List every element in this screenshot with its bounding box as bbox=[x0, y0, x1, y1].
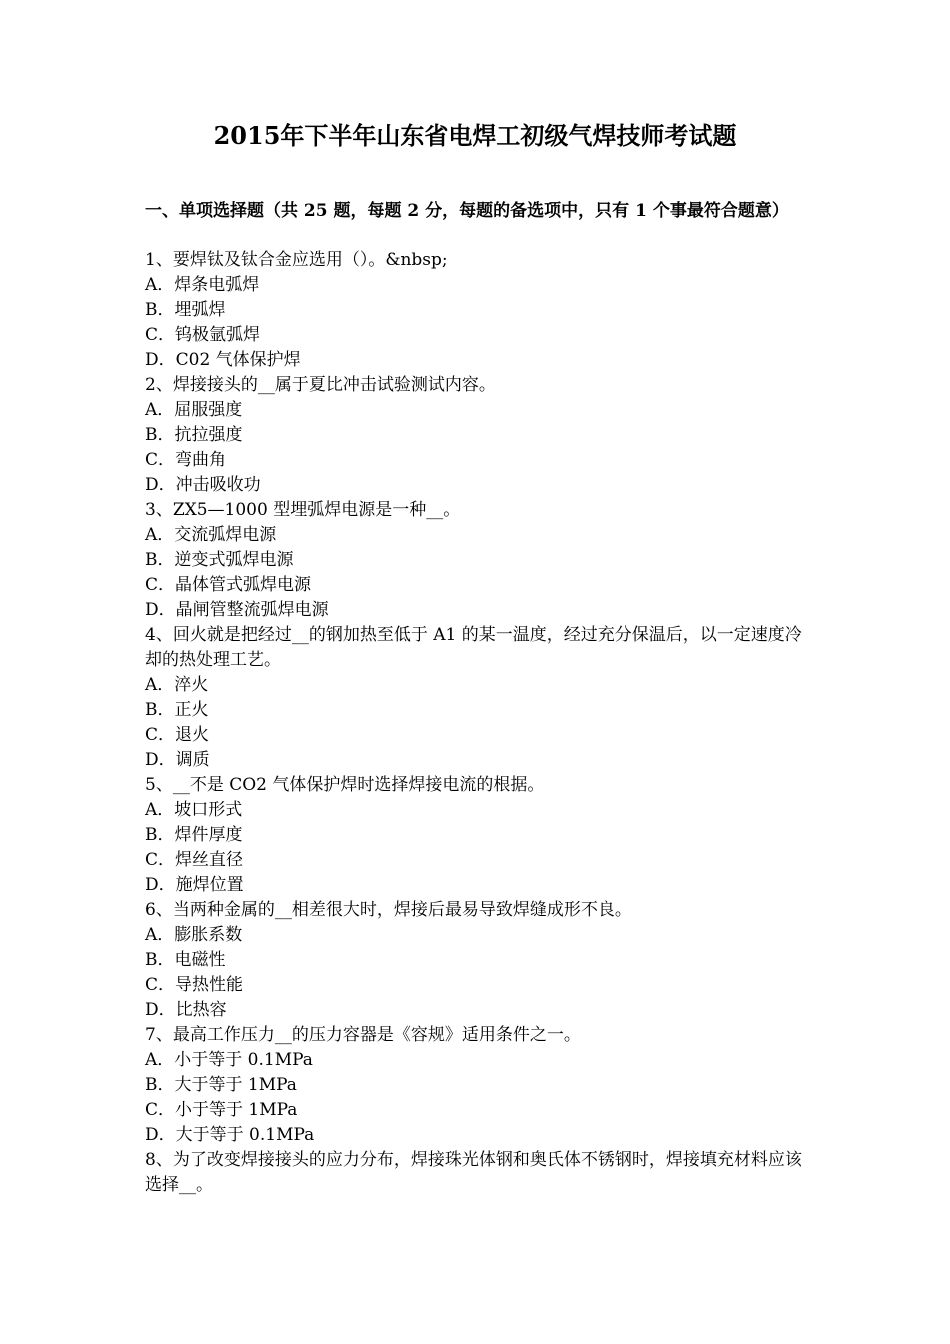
option-4d: D．调质 bbox=[145, 750, 210, 770]
option-5d: D．施焊位置 bbox=[145, 875, 244, 895]
option-2d: D．冲击吸收功 bbox=[145, 475, 261, 495]
question-list bbox=[145, 248, 810, 1198]
option-7c: C．小于等于 1MPa bbox=[145, 1100, 298, 1120]
question-1: 1、要焊钛及钛合金应选用（）。&nbsp; bbox=[145, 250, 448, 270]
document-title: 2015年下半年山东省电焊工初级气焊技师考试题 bbox=[213, 121, 737, 150]
option-1d: D．C02 气体保护焊 bbox=[145, 350, 301, 370]
option-3d: D．晶闸管整流弧焊电源 bbox=[145, 600, 329, 620]
option-5c: C．焊丝直径 bbox=[145, 850, 244, 870]
option-2b: B．抗拉强度 bbox=[145, 425, 243, 445]
option-3b: B．逆变式弧焊电源 bbox=[145, 550, 294, 570]
option-4c: C．退火 bbox=[145, 725, 210, 745]
question-2: 2、焊接接头的__属于夏比冲击试验测试内容。 bbox=[145, 375, 496, 395]
question-4: 4、回火就是把经过__的钢加热至低于 A1 的某一温度，经过充分保温后，以一定速度冷却的热处理工艺。 bbox=[145, 625, 802, 670]
option-6a: A．膨胀系数 bbox=[145, 925, 243, 945]
option-1b: B．埋弧焊 bbox=[145, 300, 226, 320]
option-4b: B．正火 bbox=[145, 700, 209, 720]
option-5a: A．坡口形式 bbox=[145, 800, 243, 820]
question-8: 8、为了改变焊接接头的应力分布，焊接珠光体钢和奥氏体不锈钢时，焊接填充材料应该选择__。 bbox=[145, 1150, 802, 1195]
question-6: 6、当两种金属的__相差很大时，焊接后最易导致焊缝成形不良。 bbox=[145, 900, 632, 920]
option-7d: D．大于等于 0.1MPa bbox=[145, 1125, 315, 1145]
option-6c: C．导热性能 bbox=[145, 975, 244, 995]
option-7b: B．大于等于 1MPa bbox=[145, 1075, 297, 1095]
option-7a: A．小于等于 0.1MPa bbox=[145, 1050, 313, 1070]
option-1c: C．钨极氩弧焊 bbox=[145, 325, 261, 345]
option-3c: C．晶体管式弧焊电源 bbox=[145, 575, 312, 595]
question-3: 3、ZX5—1000 型埋弧焊电源是一种__。 bbox=[145, 500, 461, 520]
option-2c: C．弯曲角 bbox=[145, 450, 227, 470]
question-7: 7、最高工作压力__的压力容器是《容规》适用条件之一。 bbox=[145, 1025, 581, 1045]
question-5: 5、__不是 CO2 气体保护焊时选择焊接电流的根据。 bbox=[145, 775, 545, 795]
option-3a: A．交流弧焊电源 bbox=[145, 525, 277, 545]
option-5b: B．焊件厚度 bbox=[145, 825, 243, 845]
option-2a: A．屈服强度 bbox=[145, 400, 243, 420]
option-4a: A．淬火 bbox=[145, 675, 209, 695]
option-6d: D．比热容 bbox=[145, 1000, 227, 1020]
option-6b: B．电磁性 bbox=[145, 950, 226, 970]
section-heading: 一、单项选择题（共 25 题，每题 2 分，每题的备选项中，只有 1 个事最符合题意） bbox=[145, 201, 789, 221]
option-1a: A．焊条电弧焊 bbox=[145, 275, 260, 295]
